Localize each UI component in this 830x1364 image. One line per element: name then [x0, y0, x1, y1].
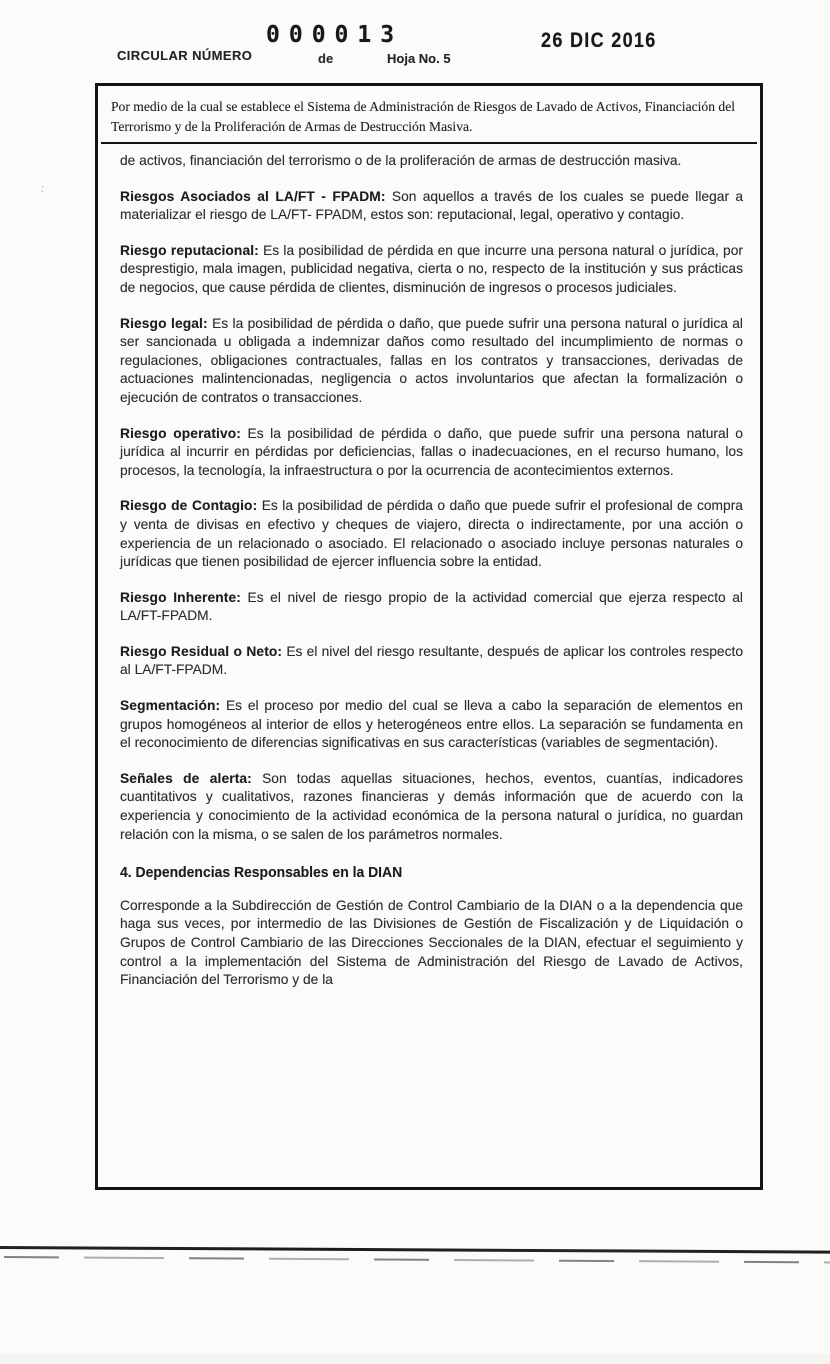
term-label: Riesgo legal: — [120, 315, 208, 331]
term-label: Señales de alerta: — [120, 770, 252, 786]
term-definition: Es el nivel de riesgo propio de la actividad comercial que ejerza respecto al LA/FT-FPADM. — [120, 589, 743, 624]
page-number-label: Hoja No. 5 — [387, 51, 451, 66]
term-label: Riesgo de Contagio: — [120, 498, 258, 514]
term-label: Riesgos Asociados al LA/FT - FPADM: — [120, 188, 386, 204]
term-definition: Es la posibilidad de pérdida o daño que puede sufrir el profesional de compra y venta de divisas en efectivo y cheques de viajero, directa o indirectamente, por una acción o experiencia de un relacionado o asociado. El relacionado o asociado incluye personas naturales o jurídicas que tienen posibilidad de ejercer influencia sobre la entidad. — [120, 498, 743, 570]
term-definition: Es la posibilidad de pérdida o daño, que puede sufrir una persona natural o jurídica al incurrir en pérdidas por deficiencias, fallas o inadecuaciones, en el recurso humano, los procesos, la tecnología, la infraestructura o por la ocurrencia de acontecimientos externos. — [120, 425, 743, 478]
term-definition: Es la posibilidad de pérdida o daño, que puede sufrir una persona natural o jurídica al ser sancionada u obligada a indemnizar daños como resultado del incumplimiento de normas o regulaciones, obligaciones contractuales, fallas en los contratos y transacciones, derivadas de actuaciones malintencionadas, negligencia o actos involuntarios que afectan la formalización o ejecución de contratos o transacciones. — [120, 315, 743, 405]
de-label: de — [318, 51, 334, 66]
term-definition: Es el nivel del riesgo resultante, después de aplicar los controles respecto al LA/FT-FPADM. — [120, 643, 743, 678]
circular-subject: Por medio de la cual se establece el Sistema de Administración de Riesgos de Lavado de Activos, Financiación del Terrorismo y de la Proliferación de Armas de Destrucción Masiva. — [111, 99, 736, 134]
term-label: Riesgo Inherente: — [120, 589, 241, 605]
term-label: Segmentación: — [120, 698, 221, 714]
section-heading-dependencias: 4. Dependencias Responsables en la DIAN — [120, 864, 403, 882]
circular-number-label: CIRCULAR NÚMERO — [117, 48, 253, 63]
paragraph-segmentacion — [120, 697, 743, 753]
term-label: Riesgo reputacional: — [120, 242, 259, 258]
paragraph-text: de activos, financiación del terrorismo o de la proliferación de armas de destrucción masiva. — [120, 153, 682, 168]
paragraph-corresponde: Corresponde a la Subdirección de Gestión de Control Cambiario de la DIAN o a la dependencia que haga sus veces, por intermedio de las Divisiones de Gestión de Fiscalización y de Liquidación o Grupos de Control Cambiario de las Direcciones Seccionales de la DIAN, efectuar el seguimiento y control a la implementación del Sistema de Administración del Riesgo de Lavado de Activos, Financiación del Terrorismo y de la — [120, 897, 743, 988]
document-content-box — [95, 83, 763, 1190]
term-definition: Es el proceso por medio del cual se lleva a cabo la separación de elementos en grupos homogéneos al interior de ellos y heterogéneos entre ellos. La separación se fundamenta en el reconocimiento de diferencias significativas en sus características (variables de segmentación). — [120, 698, 743, 751]
paragraph-senales-de-alerta — [120, 770, 743, 844]
paragraph-riesgos-asociados — [120, 188, 743, 225]
paragraph-riesgo-legal — [120, 315, 743, 408]
paragraph-continuation — [120, 152, 743, 171]
scan-edge-shadow — [0, 1354, 830, 1364]
paragraph-riesgo-operativo — [120, 425, 743, 481]
document-body — [98, 144, 760, 990]
term-definition: Es la posibilidad de pérdida en que incurre una persona natural o jurídica, por desprestigio, mala imagen, publicidad negativa, cierta o no, respecto de la institución y sus prácticas de negocios, que cause pérdida de clientes, disminución de ingresos o procesos judiciales. — [120, 242, 743, 295]
paragraph-riesgo-residual — [120, 643, 743, 680]
paragraph-riesgo-inherente — [120, 589, 743, 626]
circular-number-stamp: 000013 — [266, 22, 404, 48]
term-label: Riesgo operativo: — [120, 425, 241, 441]
term-definition: Son todas aquellas situaciones, hechos, eventos, cuantías, indicadores cuantitativos y cualitativos, razones financieras y demás información que de acuerdo con la experiencia y conocimiento de la actividad económica de la persona natural o jurídica, no guardan relación con la misma, o se salen de los parámetros normales. — [120, 770, 743, 842]
scan-artifact-line-faint — [4, 1256, 830, 1263]
term-label: Riesgo Residual o Neto: — [120, 643, 283, 659]
paragraph-riesgo-contagio — [120, 497, 743, 571]
scan-artifact-speck: : — [40, 182, 45, 196]
term-definition: Son aquellos a través de los cuales se puede llegar a materializar el riesgo de LA/FT- FPADM, estos son: reputacional, legal, operativo y contagio. — [120, 188, 743, 223]
scan-artifact-line-dark — [0, 1246, 830, 1254]
paragraph-riesgo-reputacional — [120, 242, 743, 298]
date-stamp: 26 DIC 2016 — [541, 29, 657, 52]
